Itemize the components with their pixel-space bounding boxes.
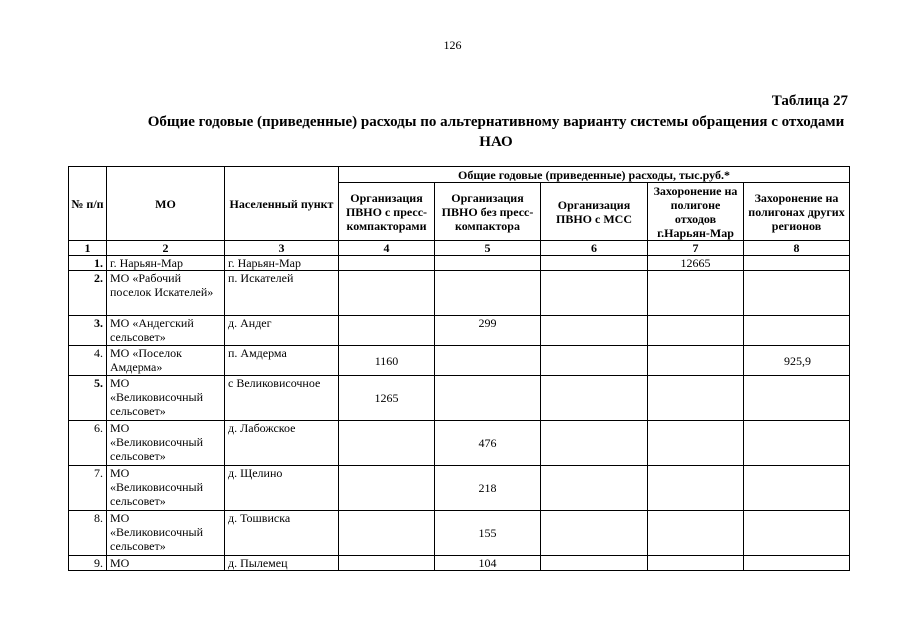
table-title [96, 112, 896, 152]
header-c4: Организация ПВНО с пресс-компакторами [339, 183, 435, 241]
row-value-c6 [541, 316, 648, 346]
row-value-c4 [339, 556, 435, 571]
header-settlement: Населенный пункт [225, 167, 339, 241]
column-numbers-row [69, 241, 850, 256]
row-value-c4 [339, 316, 435, 346]
row-value-c8 [744, 511, 850, 556]
row-value-c5 [435, 346, 541, 376]
table-title-line-1: Общие годовые (приведенные) расходы по альтернативному варианту системы обращения с отходами [147, 114, 845, 130]
row-value-c5: 299 [435, 316, 541, 346]
row-settlement: д. Щелино [225, 466, 339, 511]
col-number: 3 [225, 241, 339, 256]
row-mo: МО «Андегский сельсовет» [107, 316, 225, 346]
row-value-c5 [435, 271, 541, 316]
header-group: Общие годовые (приведенные) расходы, тыс.руб.* [339, 167, 850, 183]
table-row [69, 346, 850, 376]
table-row [69, 271, 850, 316]
header-c7: Захоронение на полигоне отходов г.Нарьян-Мар [648, 183, 744, 241]
row-value-c5 [435, 256, 541, 271]
row-value-c6 [541, 421, 648, 466]
row-settlement: д. Андег [225, 316, 339, 346]
row-number: 7. [69, 466, 107, 511]
data-table [68, 166, 850, 571]
row-mo: МО «Великовисочный сельсовет» [107, 511, 225, 556]
row-value-c7 [648, 346, 744, 376]
row-value-c8 [744, 316, 850, 346]
table-row [69, 256, 850, 271]
row-value-c7 [648, 511, 744, 556]
row-settlement: д. Лабожское [225, 421, 339, 466]
row-settlement: д. Пылемец [225, 556, 339, 571]
col-number: 8 [744, 241, 850, 256]
row-mo: МО «Великовисочный сельсовет» [107, 376, 225, 421]
header-c8: Захоронение на полигонах других регионов [744, 183, 850, 241]
col-number: 7 [648, 241, 744, 256]
row-value-c5 [435, 376, 541, 421]
table-title-line-2: НАО [479, 134, 513, 150]
row-mo: МО «Великовисочный сельсовет» [107, 466, 225, 511]
page-number: 126 [443, 38, 462, 52]
row-value-c8: 925,9 [744, 346, 850, 376]
row-value-c5: 155 [435, 511, 541, 556]
row-number: 4. [69, 346, 107, 376]
header-c5: Организация ПВНО без пресс-компактора [435, 183, 541, 241]
row-value-c5: 218 [435, 466, 541, 511]
row-value-c4: 1265 [339, 376, 435, 421]
col-number: 5 [435, 241, 541, 256]
row-value-c8 [744, 466, 850, 511]
table-head [69, 167, 850, 256]
row-value-c7 [648, 466, 744, 511]
row-number: 6. [69, 421, 107, 466]
row-value-c8 [744, 271, 850, 316]
row-number: 3. [69, 316, 107, 346]
row-value-c7: 12665 [648, 256, 744, 271]
col-number: 2 [107, 241, 225, 256]
row-value-c7 [648, 556, 744, 571]
row-mo: МО «Великовисочный сельсовет» [107, 421, 225, 466]
table-caption: Таблица 27 [771, 93, 848, 109]
row-value-c6 [541, 511, 648, 556]
table-row [69, 466, 850, 511]
row-value-c7 [648, 316, 744, 346]
row-mo: МО «Поселок Амдерма» [107, 346, 225, 376]
row-mo: г. Нарьян-Мар [107, 256, 225, 271]
row-number: 2. [69, 271, 107, 316]
row-value-c8 [744, 421, 850, 466]
row-value-c4 [339, 271, 435, 316]
table-row [69, 556, 850, 571]
row-value-c8 [744, 256, 850, 271]
row-value-c7 [648, 271, 744, 316]
table-row [69, 376, 850, 421]
row-value-c5: 476 [435, 421, 541, 466]
row-mo: МО «Рабочий поселок Искателей» [107, 271, 225, 316]
row-value-c6 [541, 271, 648, 316]
header-no: № п/п [69, 167, 107, 241]
row-settlement: п. Искателей [225, 271, 339, 316]
row-value-c4 [339, 256, 435, 271]
header-mo: МО [107, 167, 225, 241]
table-row [69, 316, 850, 346]
row-value-c6 [541, 256, 648, 271]
row-settlement: д. Тошвиска [225, 511, 339, 556]
row-number: 1. [69, 256, 107, 271]
row-value-c6 [541, 376, 648, 421]
row-value-c8 [744, 376, 850, 421]
row-value-c6 [541, 466, 648, 511]
row-number: 9. [69, 556, 107, 571]
row-value-c4: 1160 [339, 346, 435, 376]
table-row [69, 421, 850, 466]
header-c6: Организация ПВНО с МСС [541, 183, 648, 241]
col-number: 1 [69, 241, 107, 256]
row-value-c6 [541, 346, 648, 376]
row-value-c7 [648, 421, 744, 466]
row-settlement: с Великовисочное [225, 376, 339, 421]
row-settlement: п. Амдерма [225, 346, 339, 376]
row-value-c4 [339, 421, 435, 466]
col-number: 6 [541, 241, 648, 256]
table-row [69, 511, 850, 556]
row-value-c7 [648, 376, 744, 421]
row-value-c5: 104 [435, 556, 541, 571]
row-value-c6 [541, 556, 648, 571]
row-number: 8. [69, 511, 107, 556]
table-body [69, 256, 850, 571]
row-number: 5. [69, 376, 107, 421]
row-value-c8 [744, 556, 850, 571]
row-settlement: г. Нарьян-Мар [225, 256, 339, 271]
row-value-c4 [339, 511, 435, 556]
row-value-c4 [339, 466, 435, 511]
col-number: 4 [339, 241, 435, 256]
row-mo: МО [107, 556, 225, 571]
